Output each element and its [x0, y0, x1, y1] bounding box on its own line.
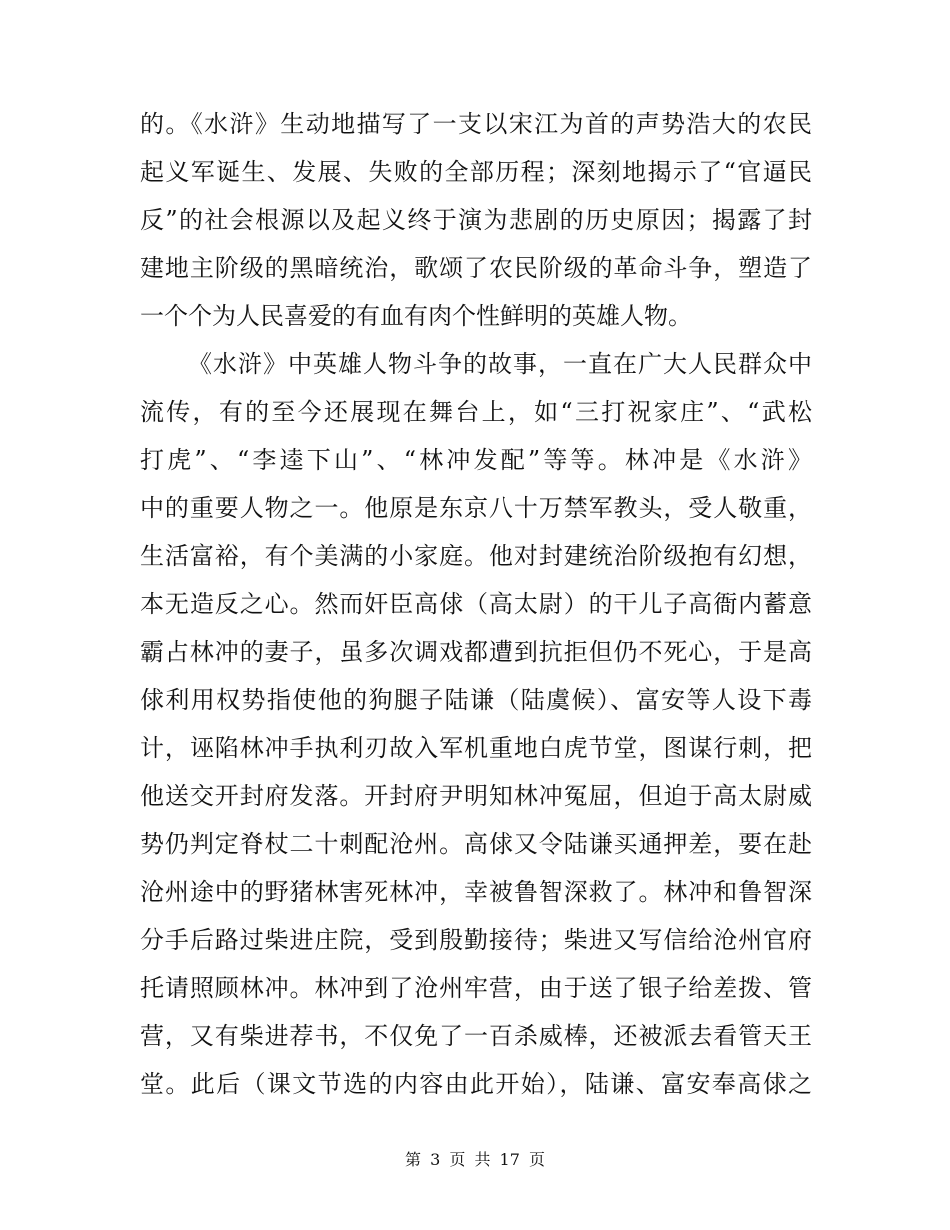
text-line: 一个个为人民喜爱的有血有肉个性鲜明的英雄人物。 [140, 302, 692, 330]
paragraph-2 [140, 340, 812, 1108]
text-line: 本无造反之心。然而奸臣高俅（高太尉）的干儿子高衙内蓄意 [140, 590, 812, 618]
paragraph-1 [140, 100, 812, 340]
text-line: 堂。此后（课文节选的内容由此开始），陆谦、富安奉高俅之 [140, 1070, 812, 1098]
text-line: 沧州途中的野猪林害死林冲，幸被鲁智深救了。林冲和鲁智深 [140, 878, 812, 906]
text-line: 建地主阶级的黑暗统治，歌颂了农民阶级的革命斗争，塑造了 [140, 254, 812, 282]
text-line: 营，又有柴进荐书，不仅免了一百杀威棒，还被派去看管天王 [140, 1022, 812, 1050]
text-line: 势仍判定脊杖二十刺配沧州。高俅又令陆谦买通押差，要在赴 [140, 830, 812, 858]
text-line: 的。《水浒》生动地描写了一支以宋江为首的声势浩大的农民 [140, 110, 812, 138]
text-line: 俅利用权势指使他的狗腿子陆谦（陆虞候）、富安等人设下毒 [140, 686, 812, 714]
page-number-footer: 第 3 页 共 17 页 [405, 1150, 545, 1169]
text-line: 霸占林冲的妻子，虽多次调戏都遭到抗拒但仍不死心，于是高 [140, 638, 812, 666]
text-line: 计，诬陷林冲手执利刃故入军机重地白虎节堂，图谋行刺，把 [140, 734, 812, 762]
text-line: 托请照顾林冲。林冲到了沧州牢营，由于送了银子给差拨、管 [140, 974, 812, 1002]
text-line: 《水浒》中英雄人物斗争的故事，一直在广大人民群众中 [188, 350, 812, 378]
text-line: 反”的社会根源以及起义终于演为悲剧的历史原因；揭露了封 [140, 206, 812, 234]
body-text [140, 100, 812, 1108]
text-line: 生活富裕，有个美满的小家庭。他对封建统治阶级抱有幻想， [140, 542, 812, 570]
text-line: 中的重要人物之一。他原是东京八十万禁军教头，受人敬重， [140, 494, 812, 522]
text-line: 打虎”、“李逵下山”、“林冲发配”等等。林冲是《水浒》 [140, 446, 812, 474]
text-line: 起义军诞生、发展、失败的全部历程；深刻地揭示了“官逼民 [140, 158, 812, 186]
text-line: 他送交开封府发落。开封府尹明知林冲冤屈，但迫于高太尉威 [140, 782, 812, 810]
text-line: 分手后路过柴进庄院，受到殷勤接待；柴进又写信给沧州官府 [140, 926, 812, 954]
text-line: 流传，有的至今还展现在舞台上，如“三打祝家庄”、“武松 [140, 398, 812, 426]
